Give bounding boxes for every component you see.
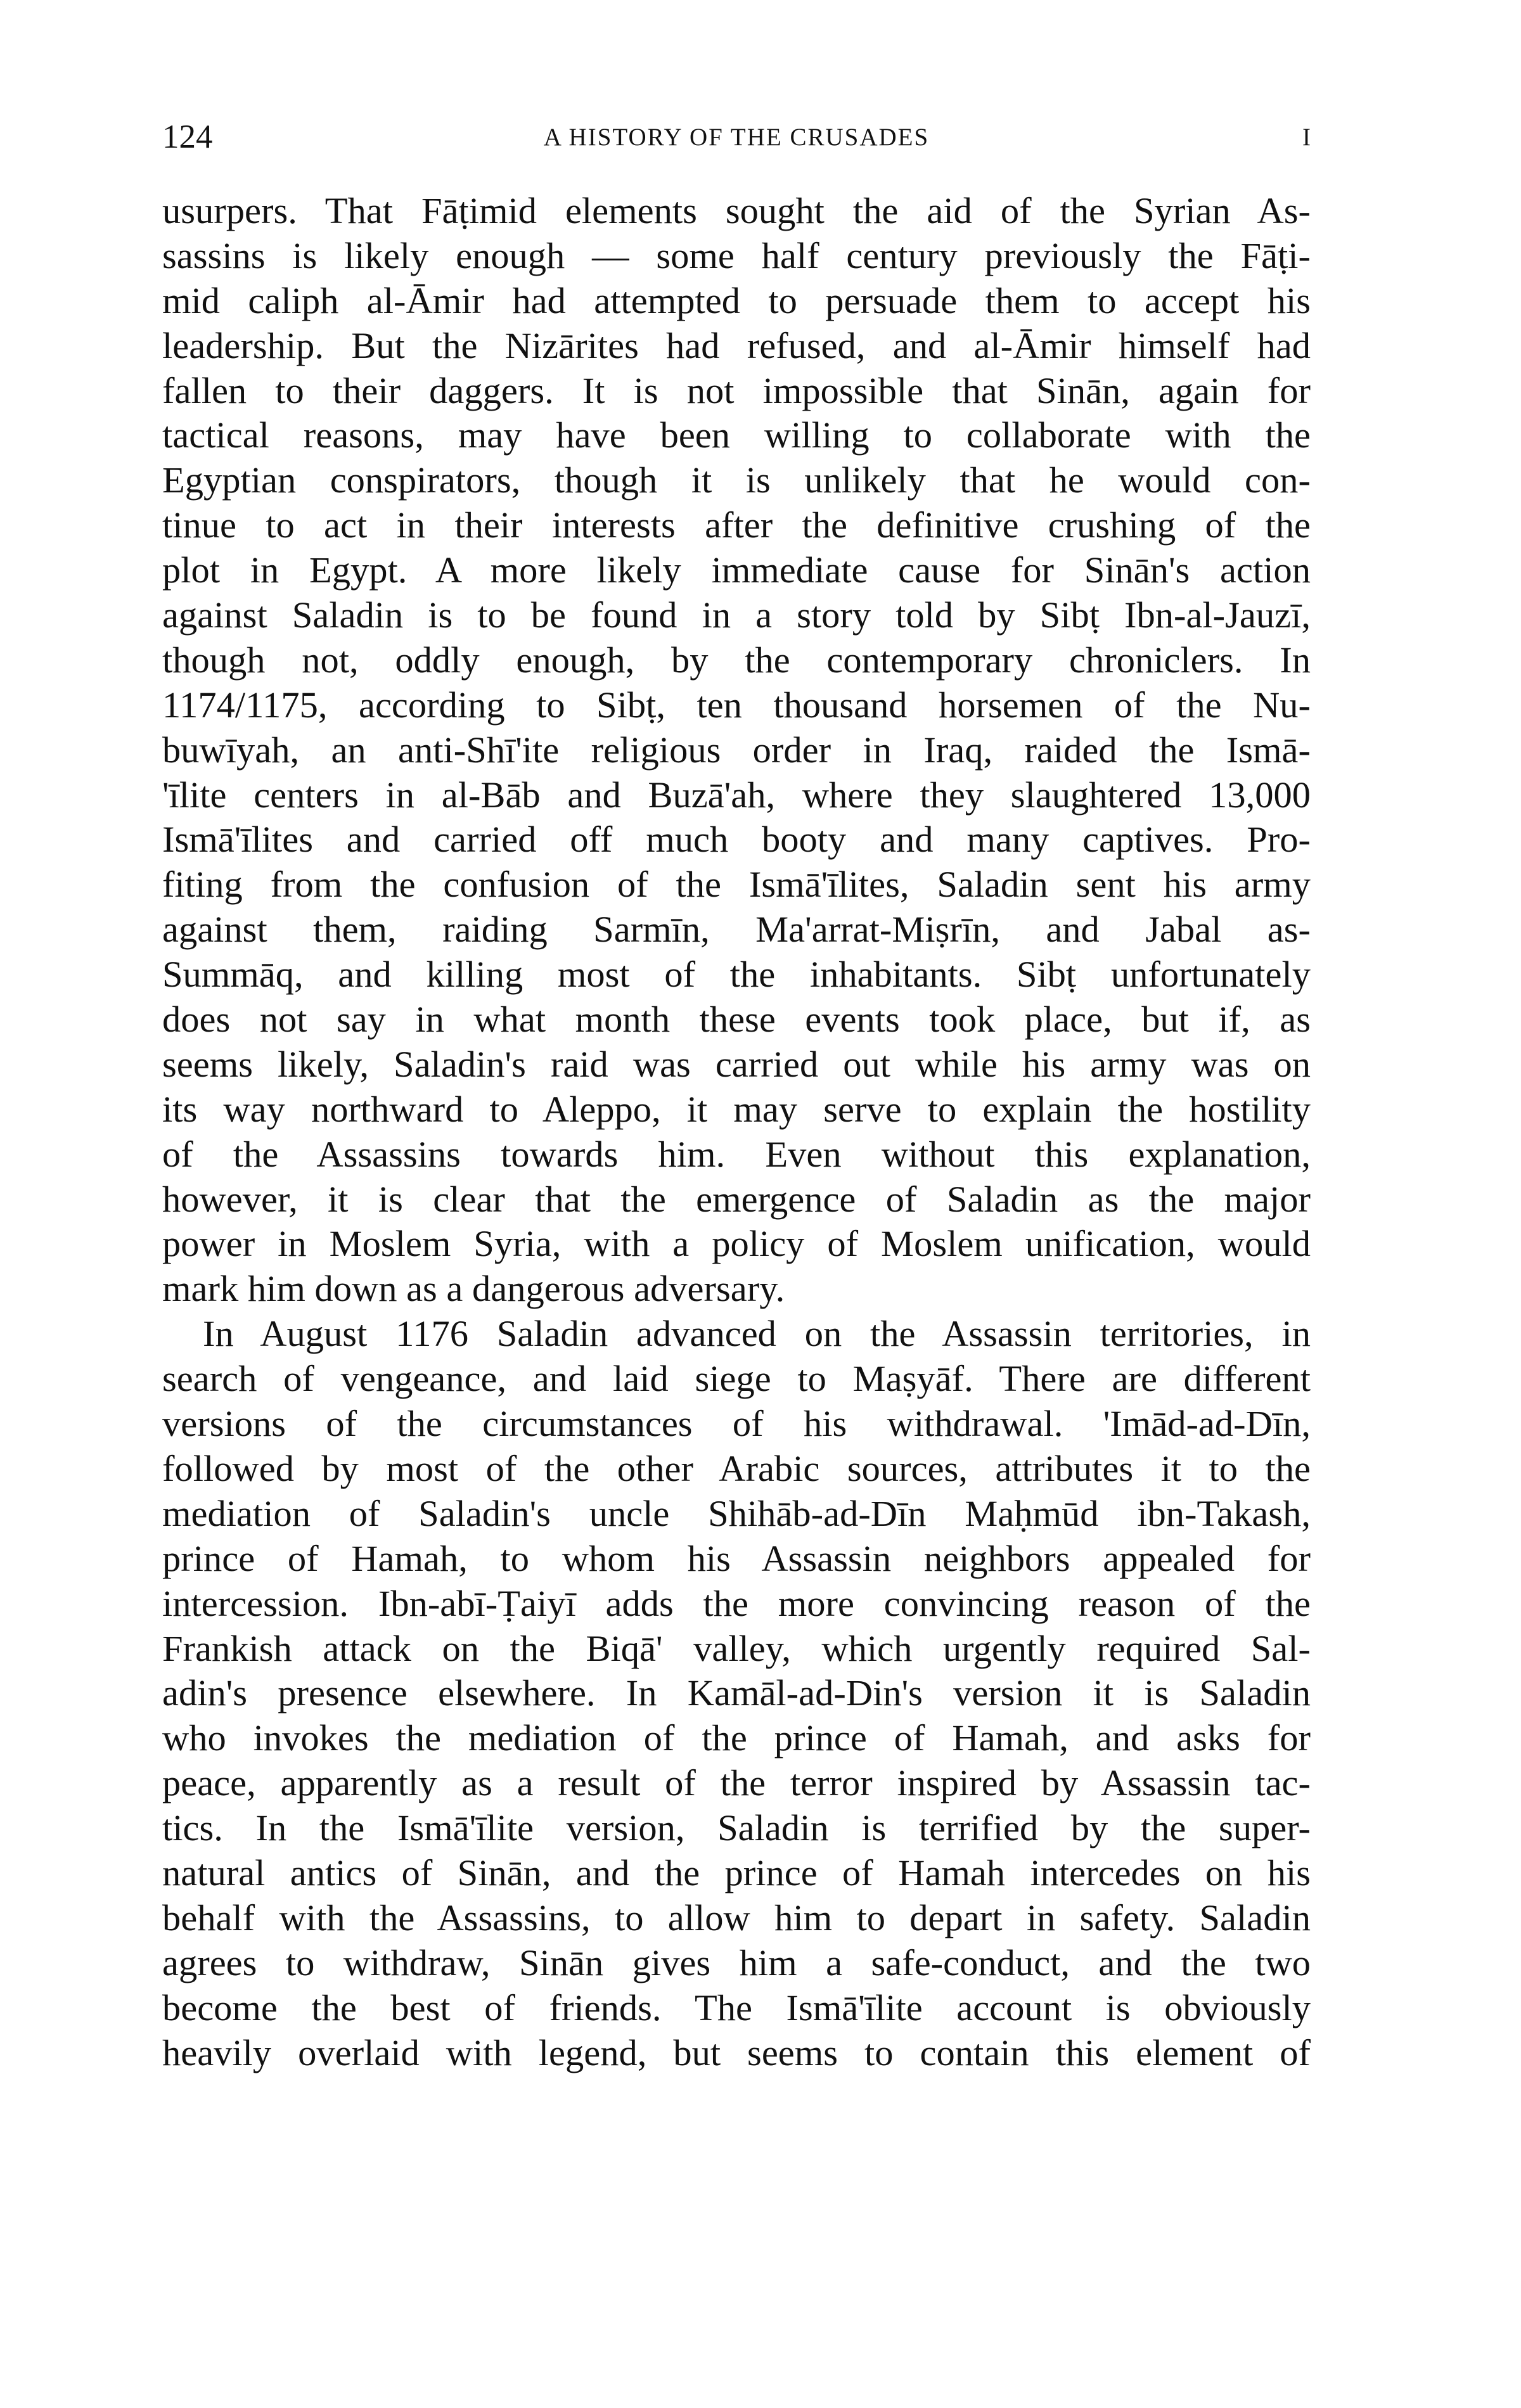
text-line: mediation of Saladin's uncle Shihāb-ad-Dīn Maḥmūd ibn-Takash, [162, 1492, 1311, 1534]
paragraph-first-line: In August 1176 Saladin advanced on the Assassin territories, in [203, 1313, 1311, 1355]
text-line: Frankish attack on the Biqā' valley, which urgently required Sal- [162, 1627, 1311, 1669]
text-line: peace, apparently as a result of the terror inspired by Assassin tac- [162, 1762, 1311, 1804]
volume-number: I [1302, 124, 1311, 151]
text-line: 1174/1175, according to Sibṭ, ten thousand horsemen of the Nu- [162, 684, 1311, 726]
text-line: its way northward to Aleppo, it may serve to explain the hostility [162, 1088, 1311, 1130]
text-line: behalf with the Assassins, to allow him to depart in safety. Saladin [162, 1897, 1311, 1938]
page-number: 124 [162, 118, 213, 155]
running-head [162, 115, 1311, 160]
text-line: heavily overlaid with legend, but seems to contain this element of [162, 2032, 1311, 2073]
text-line: intercession. Ibn-abī-Ṭaiyī adds the more convincing reason of the [162, 1582, 1311, 1624]
running-title: A HISTORY OF THE CRUSADES [543, 124, 930, 151]
text-line: versions of the circumstances of his withdrawal. 'Imād-ad-Dīn, [162, 1403, 1311, 1445]
text-line: power in Moslem Syria, with a policy of Moslem unification, would [162, 1223, 1311, 1265]
text-line: against them, raiding Sarmīn, Ma'arrat-Miṣrīn, and Jabal as- [162, 909, 1311, 951]
text-line: Egyptian conspirators, though it is unlikely that he would con- [162, 459, 1311, 501]
text-line: fallen to their daggers. It is not impossible that Sinān, again for [162, 369, 1311, 411]
text-line: buwīyah, an anti-Shī'ite religious order in Iraq, raided the Ismā- [162, 729, 1311, 771]
text-line: adin's presence elsewhere. In Kamāl-ad-Din's version it is Saladin [162, 1672, 1311, 1714]
text-line: however, it is clear that the emergence of Saladin as the major [162, 1178, 1311, 1220]
text-line: prince of Hamah, to whom his Assassin neighbors appealed for [162, 1537, 1311, 1579]
text-line: Ismā'īlites and carried off much booty and many captives. Pro- [162, 819, 1311, 861]
text-line: become the best of friends. The Ismā'īlite account is obviously [162, 1987, 1311, 2028]
text-line: leadership. But the Nizārites had refused, and al-Āmir himself had [162, 324, 1311, 366]
text-line: fiting from the confusion of the Ismā'īlites, Saladin sent his army [162, 864, 1311, 906]
text-line: against Saladin is to be found in a story told by Sibṭ Ibn-al-Jauzī, [162, 594, 1311, 636]
text-line: who invokes the mediation of the prince of Hamah, and asks for [162, 1717, 1311, 1759]
paragraph-end-line: mark him down as a dangerous adversary. [162, 1268, 785, 1310]
text-line: tactical reasons, may have been willing to collaborate with the [162, 414, 1311, 456]
text-line: does not say in what month these events took place, but if, as [162, 999, 1311, 1041]
body-text [162, 189, 1311, 2075]
text-line: search of vengeance, and laid siege to Maṣyāf. There are different [162, 1358, 1311, 1400]
text-line: of the Assassins towards him. Even without this explanation, [162, 1133, 1311, 1175]
text-line: Summāq, and killing most of the inhabitants. Sibṭ unfortunately [162, 954, 1311, 996]
text-line: usurpers. That Fāṭimid elements sought the aid of the Syrian As- [162, 190, 1311, 231]
text-line: natural antics of Sinān, and the prince of Hamah intercedes on his [162, 1852, 1311, 1893]
text-line: seems likely, Saladin's raid was carried out while his army was on [162, 1043, 1311, 1085]
text-line: plot in Egypt. A more likely immediate cause for Sinān's action [162, 549, 1311, 591]
text-line: tics. In the Ismā'īlite version, Saladin is terrified by the super- [162, 1807, 1311, 1849]
text-line: though not, oddly enough, by the contemporary chroniclers. In [162, 639, 1311, 681]
text-line: 'īlite centers in al-Bāb and Buzā'ah, where they slaughtered 13,000 [162, 774, 1311, 816]
text-line: agrees to withdraw, Sinān gives him a safe-conduct, and the two [162, 1942, 1311, 1983]
text-line: tinue to act in their interests after the definitive crushing of the [162, 504, 1311, 546]
text-line: followed by most of the other Arabic sources, attributes it to the [162, 1447, 1311, 1489]
text-line: sassins is likely enough — some half century previously the Fāṭi- [162, 234, 1311, 276]
text-line: mid caliph al-Āmir had attempted to persuade them to accept his [162, 279, 1311, 321]
